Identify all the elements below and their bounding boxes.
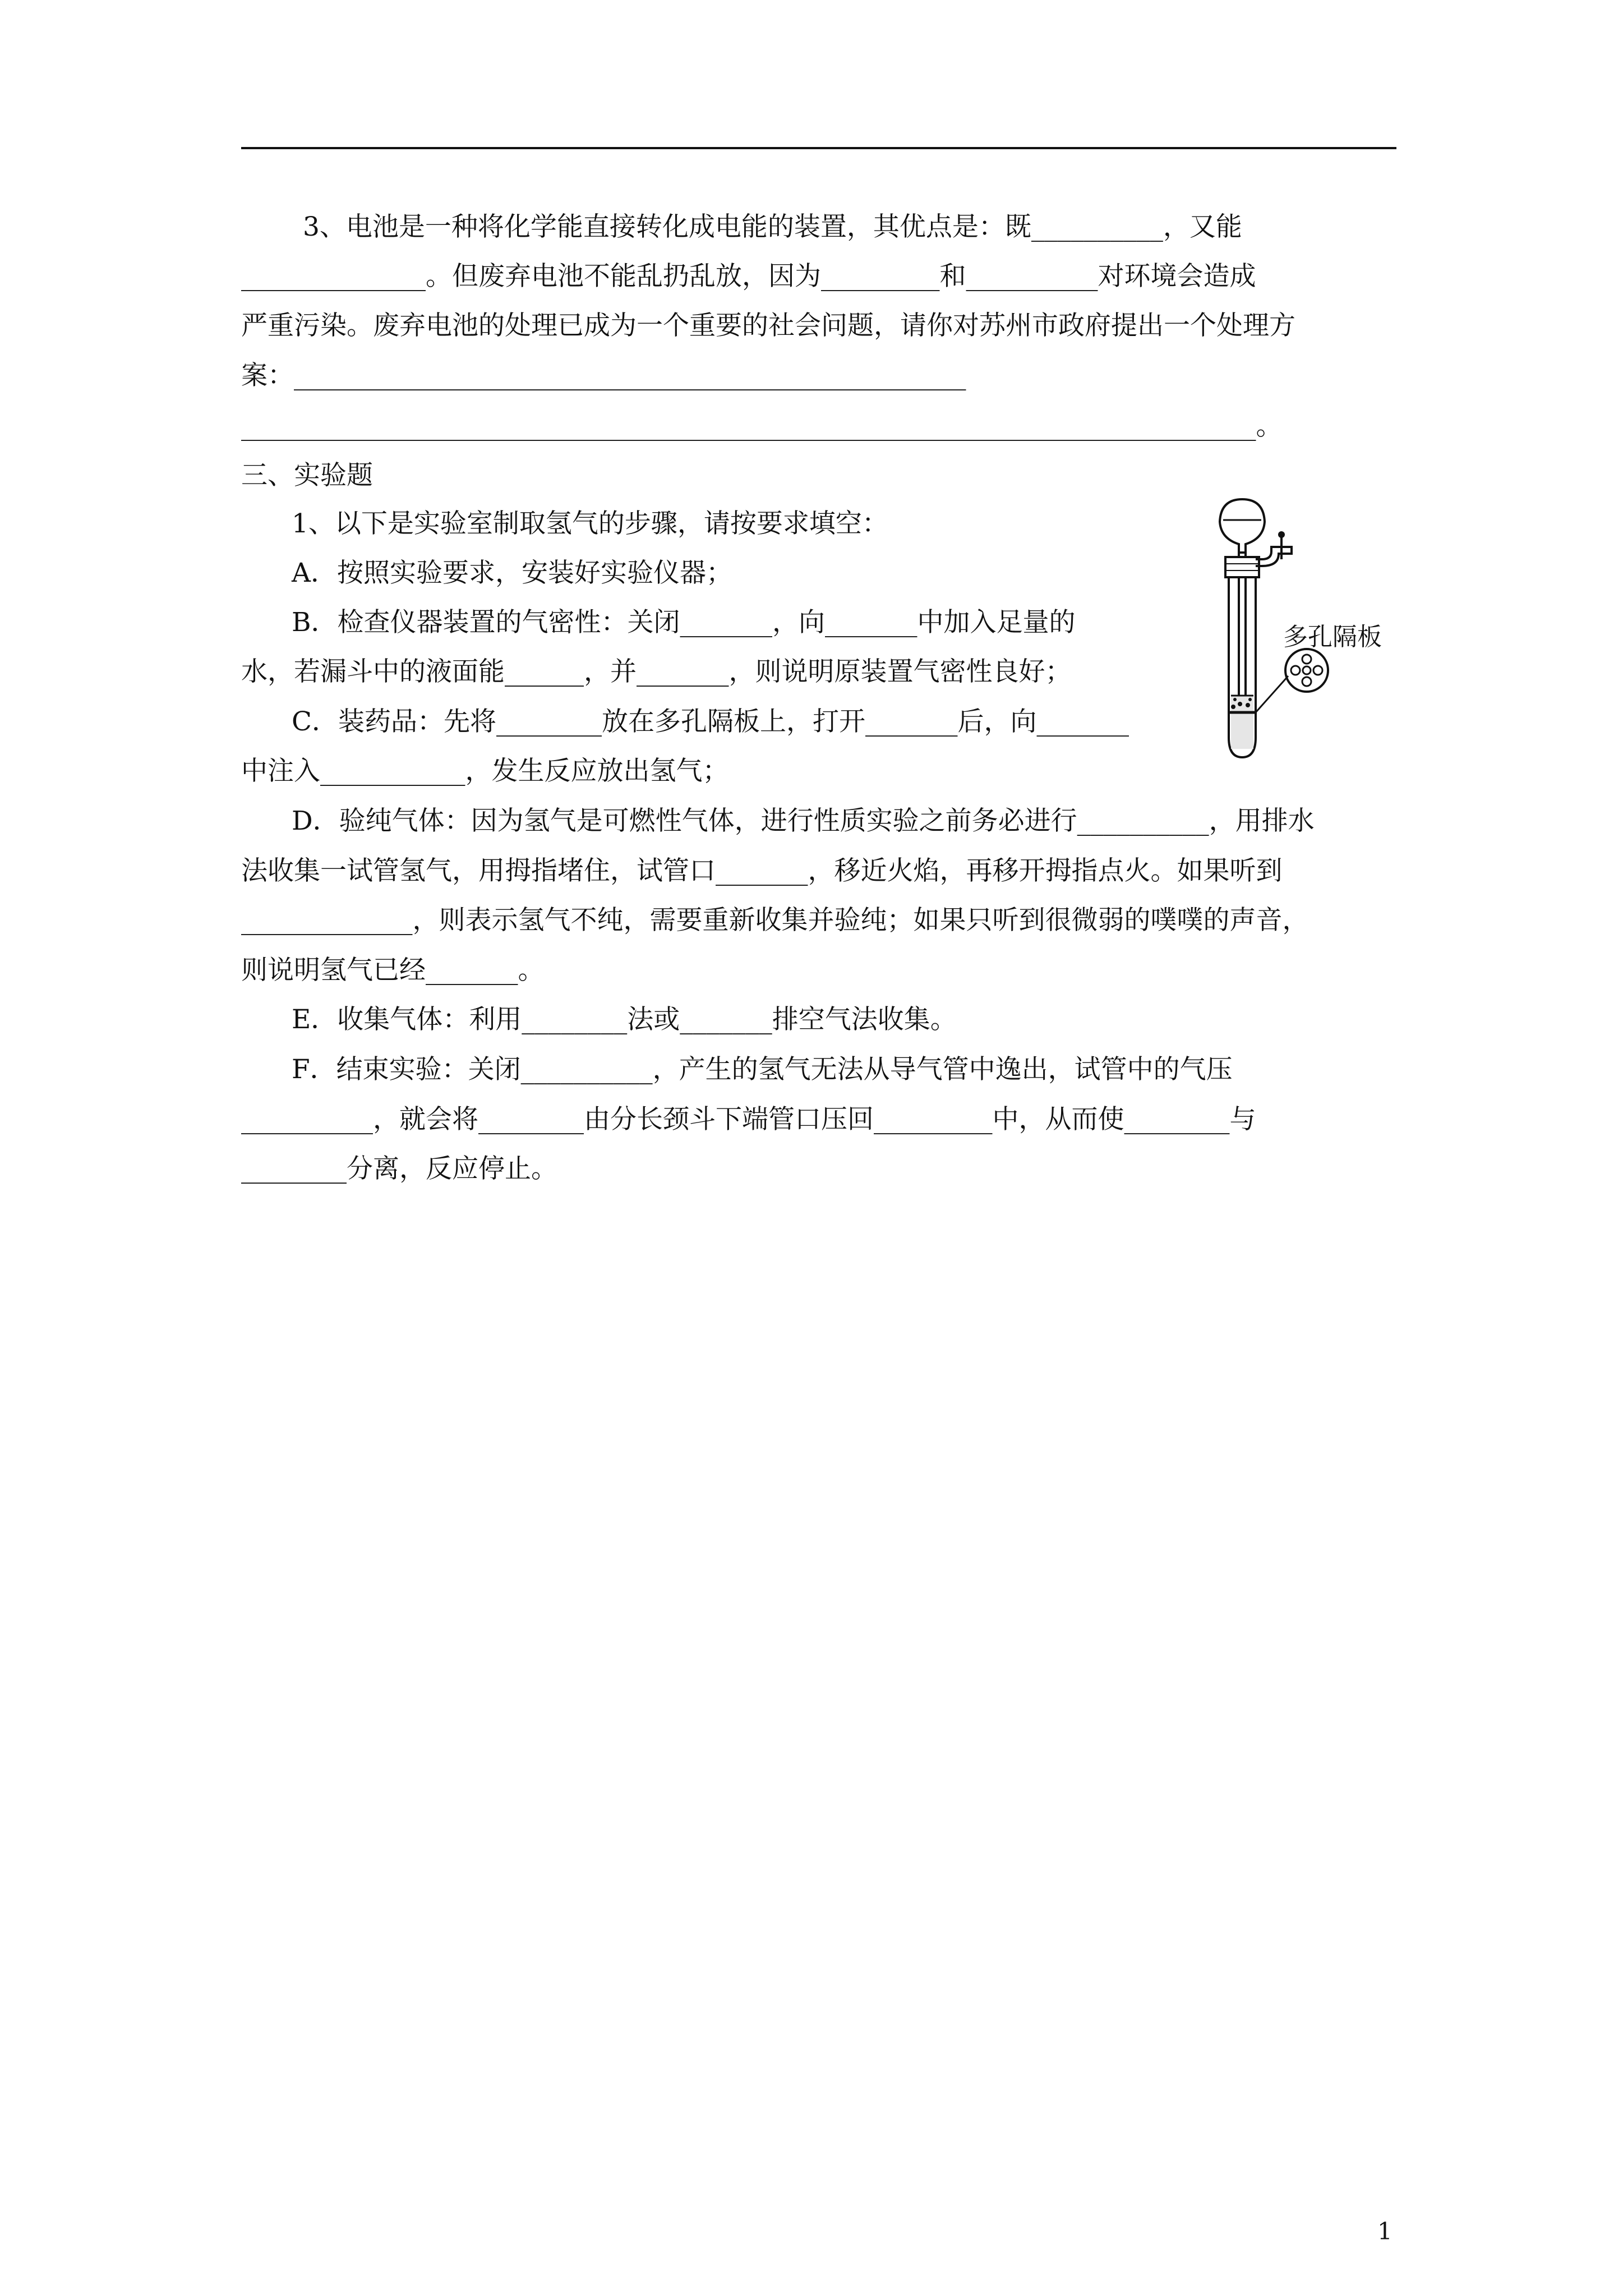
perforated-plate-label: 多孔隔板	[1283, 623, 1382, 651]
q3-line-2: ______________。但废弃电池不能乱扔乱放，因为_________和__________对环境会造成	[241, 261, 1256, 292]
q1-step-f-line-3: ________分离，反应停止。	[241, 1153, 557, 1184]
q1-step-a: A．按照实验要求，安装好实验仪器；	[292, 558, 732, 588]
page-number: 1	[1377, 2217, 1393, 2245]
q1-step-b-line-1: B．检查仪器装置的气密性：关闭_______，向_______中加入足量的	[292, 607, 1076, 638]
q3-line-4: 案：___________________________________________________	[241, 360, 966, 391]
q1-step-c-line-1: C．装药品：先将________放在多孔隔板上，打开_______后，向_______	[292, 706, 1129, 737]
q3-line-3: 严重污染。废弃电池的处理已成为一个重要的社会问题，请你对苏州市政府提出一个处理方	[241, 310, 1295, 341]
q1-step-f-line-2: __________，就会将________由分长颈斗下端管口压回_________中，从而使________与	[241, 1104, 1256, 1135]
q3-line-5: _____________________________________________________________________________。	[241, 411, 1283, 441]
q1-step-d-line-1: D．验纯气体：因为氢气是可燃性气体，进行性质实验之前务必进行__________，用排水	[292, 806, 1315, 836]
q1-step-f-line-1: F．结束实验：关闭__________，产生的氢气无法从导气管中逸出，试管中的气压	[292, 1054, 1233, 1085]
q1-step-e: E．收集气体：利用________法或_______排空气法收集。	[292, 1004, 957, 1035]
q1-step-d-line-4: 则说明氢气已经_______。	[241, 955, 545, 986]
q1-step-c-line-2: 中注入___________，发生反应放出氢气；	[241, 756, 729, 786]
q1-intro: 1、以下是实验室制取氢气的步骤，请按要求填空：	[292, 508, 888, 539]
section-title: 三、实验题	[241, 460, 373, 491]
q1-step-d-line-2: 法收集一试管氢气，用拇指堵住，试管口_______，移近火焰，再移开拇指点火。如果听到	[241, 855, 1283, 886]
header-rule	[241, 147, 1396, 149]
q1-step-d-line-3: _____________，则表示氢气不纯，需要重新收集并验纯；如果只听到很微弱的噗噗的声音，	[241, 905, 1309, 936]
q1-step-b-line-2: 水，若漏斗中的液面能______，并_______，则说明原装置气密性良好；	[241, 656, 1072, 687]
q3-line-1: 3、电池是一种将化学能直接转化成电能的装置，其优点是：既__________，又能	[303, 211, 1242, 242]
